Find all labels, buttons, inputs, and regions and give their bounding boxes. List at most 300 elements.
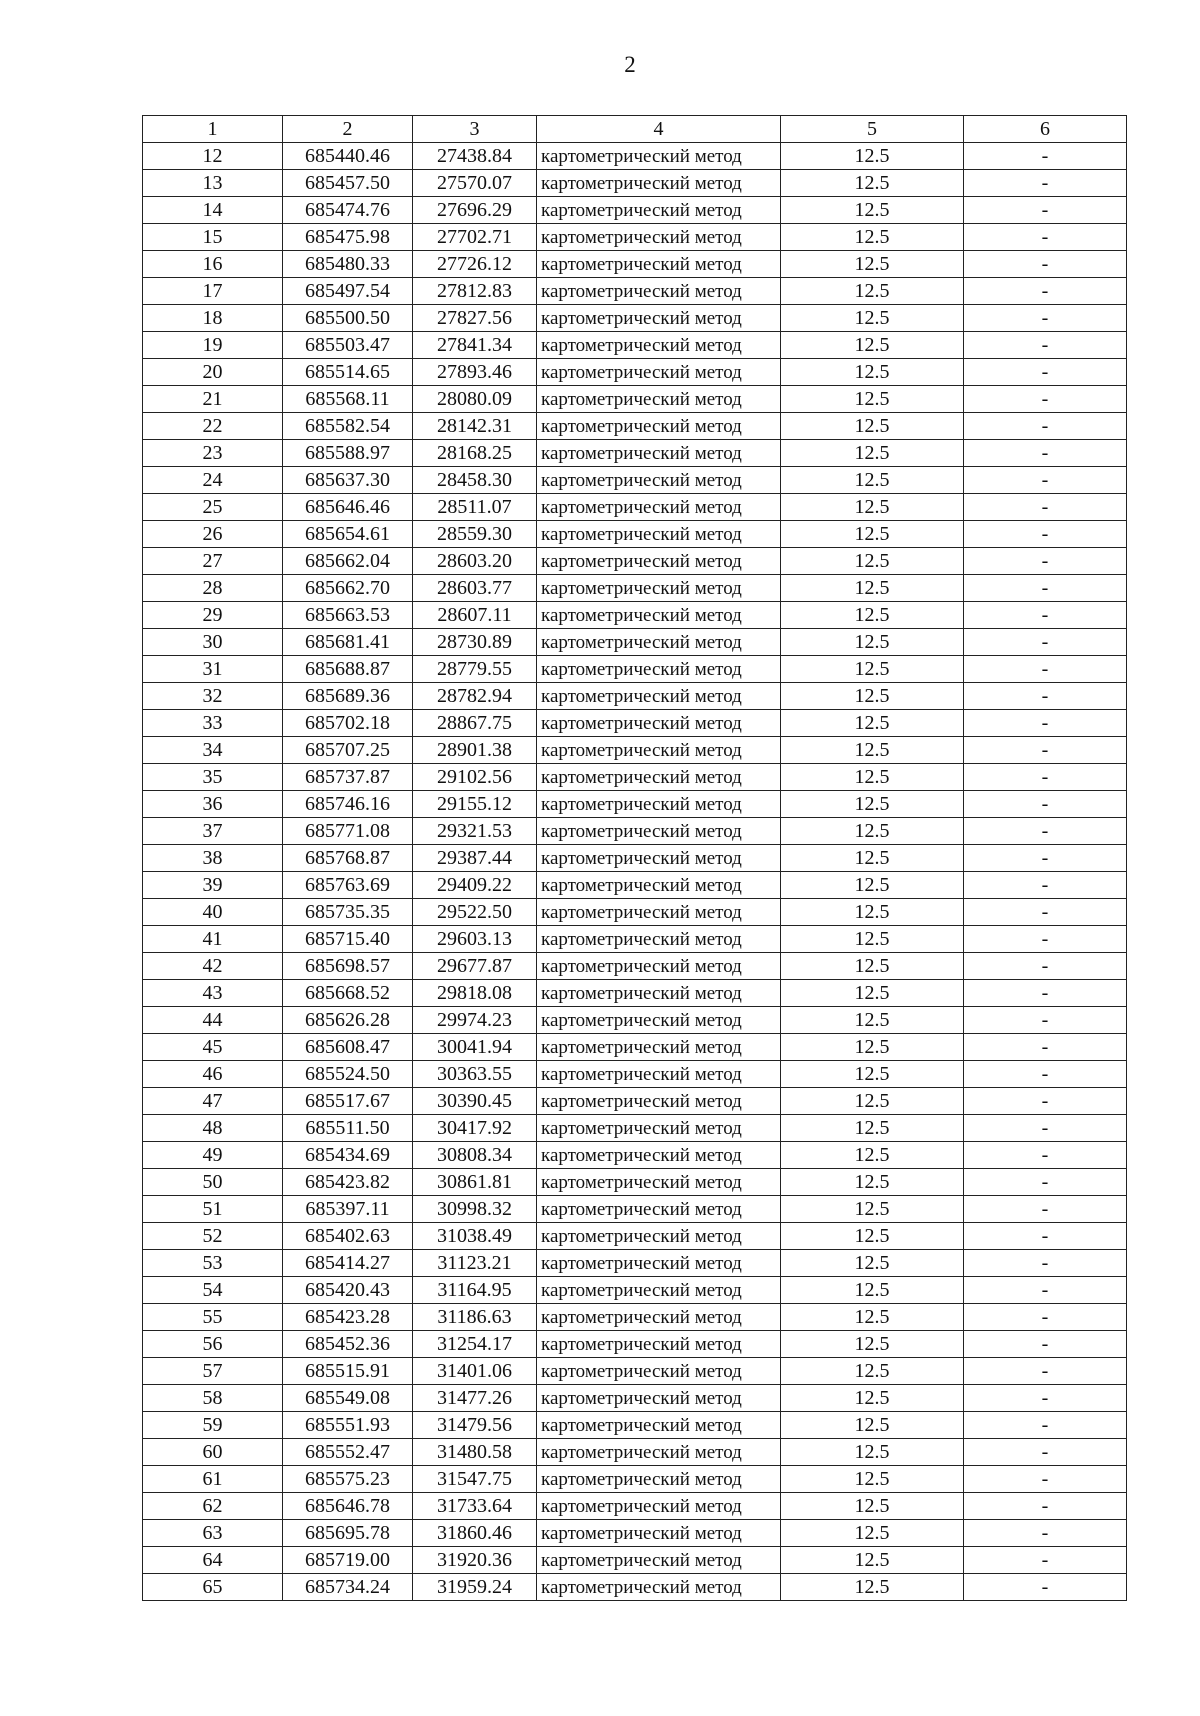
- point-number-cell: 26: [143, 521, 283, 548]
- note-cell: -: [964, 575, 1127, 602]
- x-coordinate-cell: 685662.04: [283, 548, 413, 575]
- x-coordinate-cell: 685503.47: [283, 332, 413, 359]
- table-row: [143, 1142, 1127, 1169]
- accuracy-cell: 12.5: [781, 899, 964, 926]
- table-row: [143, 305, 1127, 332]
- point-number-cell: 43: [143, 980, 283, 1007]
- point-number-cell: 61: [143, 1466, 283, 1493]
- note-cell: -: [964, 1466, 1127, 1493]
- note-cell: -: [964, 251, 1127, 278]
- note-cell: -: [964, 1358, 1127, 1385]
- y-coordinate-cell: 30861.81: [413, 1169, 537, 1196]
- point-number-cell: 48: [143, 1115, 283, 1142]
- table-row: [143, 710, 1127, 737]
- accuracy-cell: 12.5: [781, 197, 964, 224]
- point-number-cell: 39: [143, 872, 283, 899]
- note-cell: -: [964, 1142, 1127, 1169]
- table-row: [143, 602, 1127, 629]
- point-number-cell: 29: [143, 602, 283, 629]
- y-coordinate-cell: 31477.26: [413, 1385, 537, 1412]
- method-cell: картометрический метод: [537, 764, 781, 791]
- column-header-5: 5: [781, 116, 964, 143]
- note-cell: -: [964, 764, 1127, 791]
- point-number-cell: 35: [143, 764, 283, 791]
- x-coordinate-cell: 685402.63: [283, 1223, 413, 1250]
- table-row: [143, 1169, 1127, 1196]
- table-row: [143, 1061, 1127, 1088]
- y-coordinate-cell: 29522.50: [413, 899, 537, 926]
- x-coordinate-cell: 685517.67: [283, 1088, 413, 1115]
- accuracy-cell: 12.5: [781, 1223, 964, 1250]
- point-number-cell: 13: [143, 170, 283, 197]
- y-coordinate-cell: 28603.77: [413, 575, 537, 602]
- method-cell: картометрический метод: [537, 1250, 781, 1277]
- accuracy-cell: 12.5: [781, 1142, 964, 1169]
- table-row: [143, 764, 1127, 791]
- table-row: [143, 953, 1127, 980]
- y-coordinate-cell: 29818.08: [413, 980, 537, 1007]
- table-row: [143, 1385, 1127, 1412]
- point-number-cell: 33: [143, 710, 283, 737]
- method-cell: картометрический метод: [537, 332, 781, 359]
- note-cell: -: [964, 1277, 1127, 1304]
- note-cell: -: [964, 1412, 1127, 1439]
- y-coordinate-cell: 31920.36: [413, 1547, 537, 1574]
- note-cell: -: [964, 170, 1127, 197]
- note-cell: -: [964, 980, 1127, 1007]
- method-cell: картометрический метод: [537, 197, 781, 224]
- table-row: [143, 386, 1127, 413]
- x-coordinate-cell: 685734.24: [283, 1574, 413, 1601]
- note-cell: -: [964, 656, 1127, 683]
- point-number-cell: 16: [143, 251, 283, 278]
- table-row: [143, 629, 1127, 656]
- y-coordinate-cell: 28080.09: [413, 386, 537, 413]
- page-number: 2: [624, 52, 636, 77]
- note-cell: -: [964, 791, 1127, 818]
- accuracy-cell: 12.5: [781, 359, 964, 386]
- method-cell: картометрический метод: [537, 1331, 781, 1358]
- point-number-cell: 19: [143, 332, 283, 359]
- x-coordinate-cell: 685608.47: [283, 1034, 413, 1061]
- point-number-cell: 54: [143, 1277, 283, 1304]
- x-coordinate-cell: 685549.08: [283, 1385, 413, 1412]
- table-row: [143, 1439, 1127, 1466]
- method-cell: картометрический метод: [537, 467, 781, 494]
- note-cell: -: [964, 1574, 1127, 1601]
- y-coordinate-cell: 31123.21: [413, 1250, 537, 1277]
- accuracy-cell: 12.5: [781, 872, 964, 899]
- table-row: [143, 737, 1127, 764]
- note-cell: -: [964, 926, 1127, 953]
- x-coordinate-cell: 685681.41: [283, 629, 413, 656]
- x-coordinate-cell: 685662.70: [283, 575, 413, 602]
- x-coordinate-cell: 685646.78: [283, 1493, 413, 1520]
- note-cell: -: [964, 413, 1127, 440]
- accuracy-cell: 12.5: [781, 1439, 964, 1466]
- method-cell: картометрический метод: [537, 791, 781, 818]
- x-coordinate-cell: 685689.36: [283, 683, 413, 710]
- method-cell: картометрический метод: [537, 1385, 781, 1412]
- table-row: [143, 575, 1127, 602]
- note-cell: -: [964, 305, 1127, 332]
- accuracy-cell: 12.5: [781, 1196, 964, 1223]
- note-cell: -: [964, 1223, 1127, 1250]
- accuracy-cell: 12.5: [781, 494, 964, 521]
- y-coordinate-cell: 29321.53: [413, 818, 537, 845]
- x-coordinate-cell: 685582.54: [283, 413, 413, 440]
- method-cell: картометрический метод: [537, 494, 781, 521]
- y-coordinate-cell: 28142.31: [413, 413, 537, 440]
- y-coordinate-cell: 28782.94: [413, 683, 537, 710]
- table-row: [143, 548, 1127, 575]
- x-coordinate-cell: 685497.54: [283, 278, 413, 305]
- point-number-cell: 15: [143, 224, 283, 251]
- x-coordinate-cell: 685397.11: [283, 1196, 413, 1223]
- note-cell: -: [964, 1196, 1127, 1223]
- table-row: [143, 872, 1127, 899]
- method-cell: картометрический метод: [537, 170, 781, 197]
- point-number-cell: 21: [143, 386, 283, 413]
- method-cell: картометрический метод: [537, 683, 781, 710]
- table-row: [143, 926, 1127, 953]
- table-row: [143, 1250, 1127, 1277]
- method-cell: картометрический метод: [537, 1466, 781, 1493]
- x-coordinate-cell: 685434.69: [283, 1142, 413, 1169]
- note-cell: -: [964, 1169, 1127, 1196]
- y-coordinate-cell: 31733.64: [413, 1493, 537, 1520]
- table-row: [143, 1196, 1127, 1223]
- table-row: [143, 521, 1127, 548]
- method-cell: картометрический метод: [537, 818, 781, 845]
- point-number-cell: 58: [143, 1385, 283, 1412]
- point-number-cell: 55: [143, 1304, 283, 1331]
- accuracy-cell: 12.5: [781, 305, 964, 332]
- method-cell: картометрический метод: [537, 1142, 781, 1169]
- column-header-3: 3: [413, 116, 537, 143]
- y-coordinate-cell: 29974.23: [413, 1007, 537, 1034]
- method-cell: картометрический метод: [537, 1574, 781, 1601]
- table-row: [143, 1223, 1127, 1250]
- method-cell: картометрический метод: [537, 1196, 781, 1223]
- table-row: [143, 413, 1127, 440]
- table-row: [143, 1277, 1127, 1304]
- point-number-cell: 32: [143, 683, 283, 710]
- table-row: [143, 332, 1127, 359]
- y-coordinate-cell: 30390.45: [413, 1088, 537, 1115]
- method-cell: картометрический метод: [537, 737, 781, 764]
- table-row: [143, 467, 1127, 494]
- accuracy-cell: 12.5: [781, 1304, 964, 1331]
- method-cell: картометрический метод: [537, 845, 781, 872]
- accuracy-cell: 12.5: [781, 629, 964, 656]
- accuracy-cell: 12.5: [781, 386, 964, 413]
- y-coordinate-cell: 27726.12: [413, 251, 537, 278]
- accuracy-cell: 12.5: [781, 467, 964, 494]
- note-cell: -: [964, 494, 1127, 521]
- table-row: [143, 170, 1127, 197]
- point-number-cell: 59: [143, 1412, 283, 1439]
- point-number-cell: 14: [143, 197, 283, 224]
- x-coordinate-cell: 685575.23: [283, 1466, 413, 1493]
- method-cell: картометрический метод: [537, 1115, 781, 1142]
- note-cell: -: [964, 629, 1127, 656]
- method-cell: картометрический метод: [537, 1547, 781, 1574]
- point-number-cell: 34: [143, 737, 283, 764]
- y-coordinate-cell: 27841.34: [413, 332, 537, 359]
- x-coordinate-cell: 685551.93: [283, 1412, 413, 1439]
- table-row: [143, 197, 1127, 224]
- method-cell: картометрический метод: [537, 305, 781, 332]
- point-number-cell: 51: [143, 1196, 283, 1223]
- x-coordinate-cell: 685654.61: [283, 521, 413, 548]
- x-coordinate-cell: 685511.50: [283, 1115, 413, 1142]
- note-cell: -: [964, 845, 1127, 872]
- accuracy-cell: 12.5: [781, 602, 964, 629]
- method-cell: картометрический метод: [537, 1061, 781, 1088]
- accuracy-cell: 12.5: [781, 1250, 964, 1277]
- accuracy-cell: 12.5: [781, 575, 964, 602]
- y-coordinate-cell: 30808.34: [413, 1142, 537, 1169]
- accuracy-cell: 12.5: [781, 953, 964, 980]
- method-cell: картометрический метод: [537, 386, 781, 413]
- table-row: [143, 1115, 1127, 1142]
- note-cell: -: [964, 1250, 1127, 1277]
- table-row: [143, 656, 1127, 683]
- accuracy-cell: 12.5: [781, 1088, 964, 1115]
- note-cell: -: [964, 197, 1127, 224]
- accuracy-cell: 12.5: [781, 737, 964, 764]
- point-number-cell: 45: [143, 1034, 283, 1061]
- x-coordinate-cell: 685707.25: [283, 737, 413, 764]
- x-coordinate-cell: 685771.08: [283, 818, 413, 845]
- accuracy-cell: 12.5: [781, 548, 964, 575]
- x-coordinate-cell: 685524.50: [283, 1061, 413, 1088]
- y-coordinate-cell: 31959.24: [413, 1574, 537, 1601]
- accuracy-cell: 12.5: [781, 1385, 964, 1412]
- x-coordinate-cell: 685588.97: [283, 440, 413, 467]
- method-cell: картометрический метод: [537, 575, 781, 602]
- accuracy-cell: 12.5: [781, 1412, 964, 1439]
- y-coordinate-cell: 28867.75: [413, 710, 537, 737]
- note-cell: -: [964, 467, 1127, 494]
- y-coordinate-cell: 27812.83: [413, 278, 537, 305]
- table-row: [143, 791, 1127, 818]
- x-coordinate-cell: 685552.47: [283, 1439, 413, 1466]
- point-number-cell: 23: [143, 440, 283, 467]
- method-cell: картометрический метод: [537, 251, 781, 278]
- table-row: [143, 1358, 1127, 1385]
- accuracy-cell: 12.5: [781, 1358, 964, 1385]
- note-cell: -: [964, 1331, 1127, 1358]
- table-row: [143, 899, 1127, 926]
- note-cell: -: [964, 872, 1127, 899]
- note-cell: -: [964, 1385, 1127, 1412]
- accuracy-cell: 12.5: [781, 1277, 964, 1304]
- table-row: [143, 1331, 1127, 1358]
- y-coordinate-cell: 28779.55: [413, 656, 537, 683]
- method-cell: картометрический метод: [537, 899, 781, 926]
- point-number-cell: 22: [143, 413, 283, 440]
- accuracy-cell: 12.5: [781, 1574, 964, 1601]
- accuracy-cell: 12.5: [781, 656, 964, 683]
- method-cell: картометрический метод: [537, 656, 781, 683]
- x-coordinate-cell: 685737.87: [283, 764, 413, 791]
- x-coordinate-cell: 685688.87: [283, 656, 413, 683]
- point-number-cell: 25: [143, 494, 283, 521]
- y-coordinate-cell: 29677.87: [413, 953, 537, 980]
- method-cell: картометрический метод: [537, 1007, 781, 1034]
- point-number-cell: 46: [143, 1061, 283, 1088]
- method-cell: картометрический метод: [537, 1412, 781, 1439]
- note-cell: -: [964, 953, 1127, 980]
- accuracy-cell: 12.5: [781, 710, 964, 737]
- table-row: [143, 683, 1127, 710]
- accuracy-cell: 12.5: [781, 683, 964, 710]
- method-cell: картометрический метод: [537, 872, 781, 899]
- x-coordinate-cell: 685480.33: [283, 251, 413, 278]
- point-number-cell: 56: [143, 1331, 283, 1358]
- table-row: [143, 278, 1127, 305]
- point-number-cell: 53: [143, 1250, 283, 1277]
- table-row: [143, 845, 1127, 872]
- x-coordinate-cell: 685440.46: [283, 143, 413, 170]
- accuracy-cell: 12.5: [781, 413, 964, 440]
- x-coordinate-cell: 685452.36: [283, 1331, 413, 1358]
- note-cell: -: [964, 1088, 1127, 1115]
- table-row: [143, 224, 1127, 251]
- note-cell: -: [964, 521, 1127, 548]
- accuracy-cell: 12.5: [781, 521, 964, 548]
- accuracy-cell: 12.5: [781, 818, 964, 845]
- note-cell: -: [964, 359, 1127, 386]
- table-row: [143, 1007, 1127, 1034]
- x-coordinate-cell: 685646.46: [283, 494, 413, 521]
- x-coordinate-cell: 685474.76: [283, 197, 413, 224]
- accuracy-cell: 12.5: [781, 332, 964, 359]
- point-number-cell: 65: [143, 1574, 283, 1601]
- y-coordinate-cell: 29155.12: [413, 791, 537, 818]
- y-coordinate-cell: 29102.56: [413, 764, 537, 791]
- point-number-cell: 28: [143, 575, 283, 602]
- column-header-4: 4: [537, 116, 781, 143]
- x-coordinate-cell: 685746.16: [283, 791, 413, 818]
- point-number-cell: 40: [143, 899, 283, 926]
- method-cell: картометрический метод: [537, 548, 781, 575]
- y-coordinate-cell: 28901.38: [413, 737, 537, 764]
- accuracy-cell: 12.5: [781, 1115, 964, 1142]
- y-coordinate-cell: 31480.58: [413, 1439, 537, 1466]
- table-row: [143, 1466, 1127, 1493]
- point-number-cell: 42: [143, 953, 283, 980]
- x-coordinate-cell: 685414.27: [283, 1250, 413, 1277]
- point-number-cell: 36: [143, 791, 283, 818]
- y-coordinate-cell: 28458.30: [413, 467, 537, 494]
- method-cell: картометрический метод: [537, 980, 781, 1007]
- point-number-cell: 57: [143, 1358, 283, 1385]
- y-coordinate-cell: 28511.07: [413, 494, 537, 521]
- y-coordinate-cell: 28607.11: [413, 602, 537, 629]
- table-body: [143, 143, 1127, 1601]
- table-row: [143, 1493, 1127, 1520]
- note-cell: -: [964, 1061, 1127, 1088]
- method-cell: картометрический метод: [537, 1439, 781, 1466]
- y-coordinate-cell: 27696.29: [413, 197, 537, 224]
- table-row: [143, 1574, 1127, 1601]
- x-coordinate-cell: 685514.65: [283, 359, 413, 386]
- method-cell: картометрический метод: [537, 1277, 781, 1304]
- column-header-1: 1: [143, 116, 283, 143]
- y-coordinate-cell: 27702.71: [413, 224, 537, 251]
- x-coordinate-cell: 685457.50: [283, 170, 413, 197]
- method-cell: картометрический метод: [537, 1493, 781, 1520]
- point-number-cell: 52: [143, 1223, 283, 1250]
- y-coordinate-cell: 27438.84: [413, 143, 537, 170]
- coordinates-table: [142, 115, 1127, 1601]
- note-cell: -: [964, 1115, 1127, 1142]
- x-coordinate-cell: 685768.87: [283, 845, 413, 872]
- note-cell: -: [964, 710, 1127, 737]
- note-cell: -: [964, 737, 1127, 764]
- point-number-cell: 30: [143, 629, 283, 656]
- accuracy-cell: 12.5: [781, 440, 964, 467]
- point-number-cell: 18: [143, 305, 283, 332]
- note-cell: -: [964, 386, 1127, 413]
- table-row: [143, 1304, 1127, 1331]
- point-number-cell: 37: [143, 818, 283, 845]
- y-coordinate-cell: 30363.55: [413, 1061, 537, 1088]
- note-cell: -: [964, 899, 1127, 926]
- note-cell: -: [964, 1439, 1127, 1466]
- x-coordinate-cell: 685715.40: [283, 926, 413, 953]
- accuracy-cell: 12.5: [781, 980, 964, 1007]
- note-cell: -: [964, 224, 1127, 251]
- table-row: [143, 359, 1127, 386]
- point-number-cell: 24: [143, 467, 283, 494]
- accuracy-cell: 12.5: [781, 251, 964, 278]
- x-coordinate-cell: 685515.91: [283, 1358, 413, 1385]
- table-header-row: [143, 116, 1127, 143]
- method-cell: картометрический метод: [537, 359, 781, 386]
- accuracy-cell: 12.5: [781, 845, 964, 872]
- note-cell: -: [964, 548, 1127, 575]
- y-coordinate-cell: 31164.95: [413, 1277, 537, 1304]
- x-coordinate-cell: 685735.35: [283, 899, 413, 926]
- y-coordinate-cell: 28559.30: [413, 521, 537, 548]
- point-number-cell: 64: [143, 1547, 283, 1574]
- accuracy-cell: 12.5: [781, 1007, 964, 1034]
- table-row: [143, 1547, 1127, 1574]
- method-cell: картометрический метод: [537, 953, 781, 980]
- table-row: [143, 1034, 1127, 1061]
- x-coordinate-cell: 685420.43: [283, 1277, 413, 1304]
- accuracy-cell: 12.5: [781, 764, 964, 791]
- note-cell: -: [964, 440, 1127, 467]
- point-number-cell: 17: [143, 278, 283, 305]
- accuracy-cell: 12.5: [781, 791, 964, 818]
- method-cell: картометрический метод: [537, 1169, 781, 1196]
- method-cell: картометрический метод: [537, 413, 781, 440]
- method-cell: картометрический метод: [537, 1034, 781, 1061]
- x-coordinate-cell: 685568.11: [283, 386, 413, 413]
- x-coordinate-cell: 685695.78: [283, 1520, 413, 1547]
- method-cell: картометрический метод: [537, 629, 781, 656]
- note-cell: -: [964, 602, 1127, 629]
- accuracy-cell: 12.5: [781, 143, 964, 170]
- method-cell: картометрический метод: [537, 710, 781, 737]
- accuracy-cell: 12.5: [781, 1547, 964, 1574]
- method-cell: картометрический метод: [537, 143, 781, 170]
